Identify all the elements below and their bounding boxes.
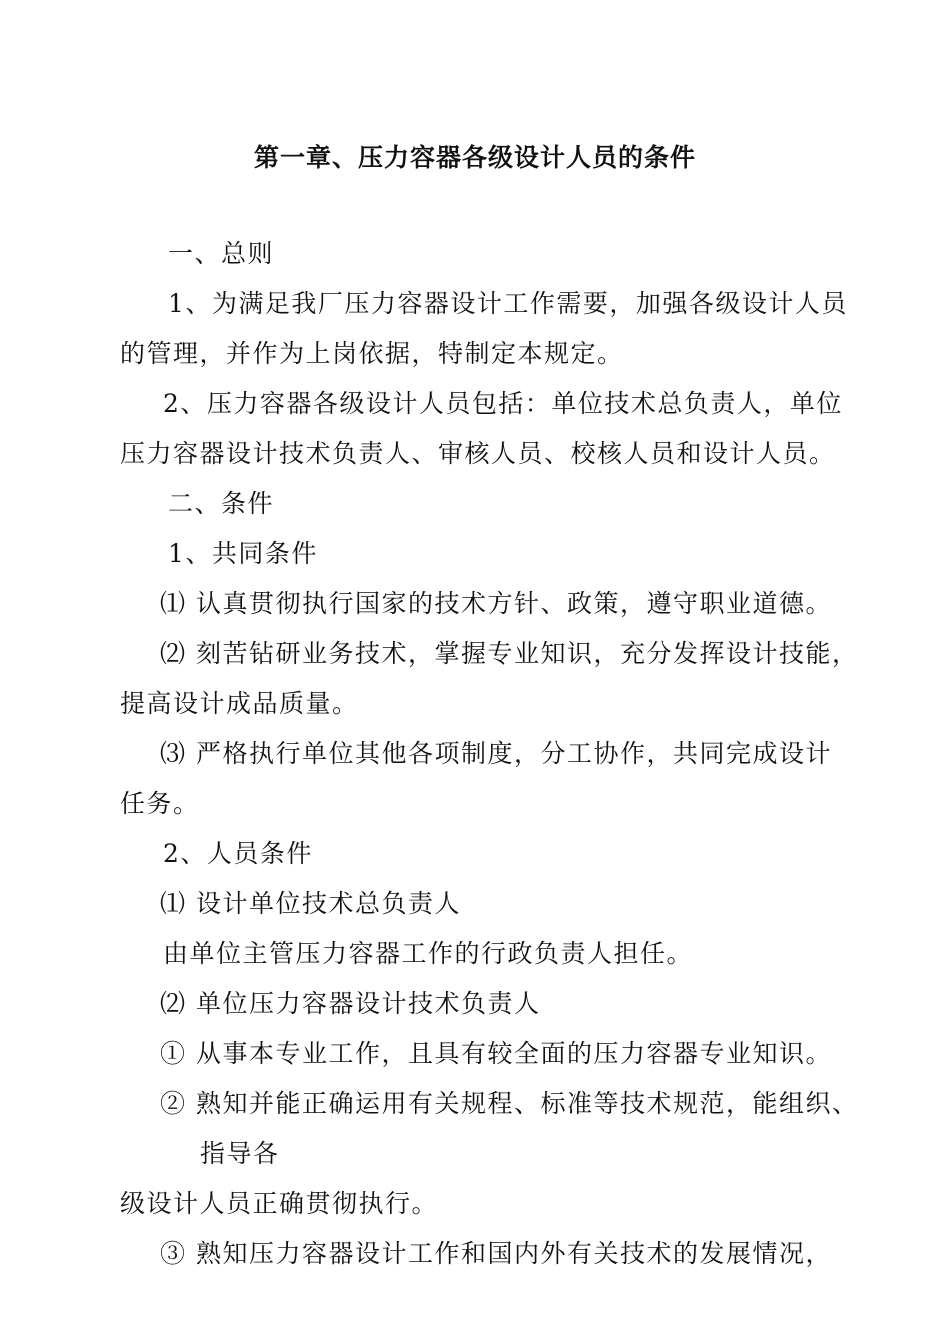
subsection-heading-personnel: 2、人员条件 bbox=[163, 839, 313, 868]
section-heading-general: 一、总则 bbox=[168, 239, 275, 268]
list-item: ⑴ 认真贯彻执行国家的技术方针、政策，遵守职业道德。 bbox=[160, 589, 832, 618]
section-heading-conditions: 二、条件 bbox=[168, 489, 275, 518]
paragraph-line: 的管理，并作为上岗依据，特制定本规定。 bbox=[120, 339, 624, 368]
paragraph-line: 指导各 bbox=[200, 1139, 280, 1168]
list-item: ① 从事本专业工作，且具有较全面的压力容器专业知识。 bbox=[160, 1039, 832, 1068]
list-item: ⑵ 单位压力容器设计技术负责人 bbox=[160, 989, 541, 1018]
paragraph-line: 任务。 bbox=[120, 789, 200, 818]
paragraph-line: 1、为满足我厂压力容器设计工作需要，加强各级设计人员 bbox=[168, 289, 848, 318]
paragraph-line: 由单位主管压力容器工作的行政负责人担任。 bbox=[163, 939, 694, 968]
paragraph-line: 级设计人员正确贯彻执行。 bbox=[120, 1189, 439, 1218]
paragraph-line: 压力容器设计技术负责人、审核人员、校核人员和设计人员。 bbox=[120, 439, 836, 468]
list-item: ② 熟知并能正确运用有关规程、标准等技术规范，能组织、 bbox=[160, 1089, 859, 1118]
chapter-title: 第一章、压力容器各级设计人员的条件 bbox=[253, 143, 696, 172]
list-item: ⑴ 设计单位技术总负责人 bbox=[160, 889, 461, 918]
subsection-heading-common: 1、共同条件 bbox=[168, 539, 318, 568]
list-item: ③ 熟知压力容器设计工作和国内外有关技术的发展情况， bbox=[160, 1239, 832, 1268]
paragraph-line: 2、压力容器各级设计人员包括：单位技术总负责人，单位 bbox=[163, 389, 843, 418]
list-item: ⑶ 严格执行单位其他各项制度，分工协作，共同完成设计 bbox=[160, 739, 832, 768]
paragraph-line: 提高设计成品质量。 bbox=[120, 689, 359, 718]
list-item: ⑵ 刻苦钻研业务技术，掌握专业知识，充分发挥设计技能， bbox=[160, 639, 859, 668]
